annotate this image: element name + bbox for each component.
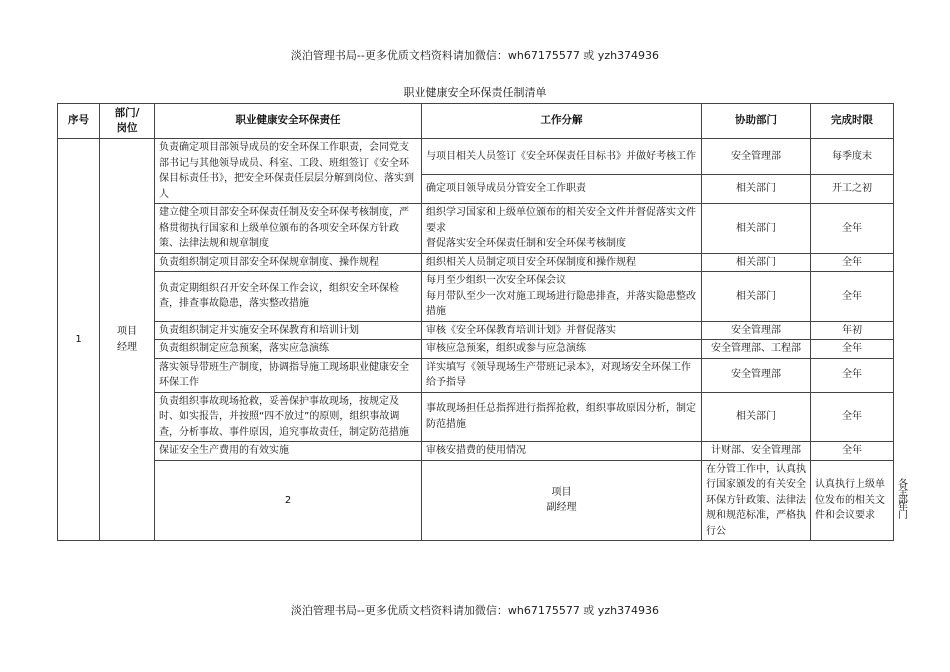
task-cell: 审核《安全环保教育培训计划》并督促落实: [422, 321, 702, 340]
table-row: [58, 442, 894, 461]
assist-cell: 安全管理部: [702, 139, 811, 175]
assist-cell: 安全管理部、工程部: [702, 340, 811, 359]
duty-cell: 落实领导带班生产制度，协调指导施工现场职业健康安全环保工作: [155, 358, 422, 392]
deadline-cell: 全年: [811, 204, 894, 254]
duty-cell: 负责组织制定并实施安全环保教育和培训计划: [155, 321, 422, 340]
task-cell: 审核应急预案，组织或参与应急演练: [422, 340, 702, 359]
column-header-assist: 协助部门: [702, 104, 811, 139]
duty-cell: 负责组织制定应急预案，落实应急演练: [155, 340, 422, 359]
table-row: [58, 204, 894, 254]
deadline-cell: 全年: [811, 340, 894, 359]
duty-cell: 负责组织制定项目部安全环保规章制度、操作规程: [155, 253, 422, 272]
page-footer-text: 淡泊管理书局--更多优质文档资料请加微信：wh67175577 或 yzh374936: [290, 604, 660, 617]
document-title: 职业健康安全环保责任制清单: [403, 86, 547, 99]
column-header-dept: 部门/ 岗位: [100, 104, 155, 139]
deadline-cell: 全年: [811, 392, 894, 442]
deadline-cell: 每季度末: [811, 139, 894, 175]
duty-cell: 在分管工作中，认真执行国家颁发的有关安全环保方针政策、法律法规和规范标准，严格执行公: [702, 460, 811, 541]
assist-cell: 相关部门: [702, 392, 811, 442]
assist-cell: 相关部门: [702, 253, 811, 272]
row-department: 项目 副经理: [422, 460, 702, 541]
duty-cell: 保证安全生产费用的有效实施: [155, 442, 422, 461]
row-number: 1: [58, 139, 100, 541]
assist-cell: 计财部、安全管理部: [702, 442, 811, 461]
assist-cell: 安全管理部: [702, 321, 811, 340]
deadline-cell: 年初: [811, 321, 894, 340]
task-cell: 组织学习国家和上级单位颁布的相关安全文件并督促落实文件要求 督促落实安全环保责任制和安全环保考核制度: [422, 204, 702, 254]
table-row: [58, 272, 894, 322]
task-cell: 组织相关人员制定项目安全环保制度和操作规程: [422, 253, 702, 272]
row-number: 2: [155, 460, 422, 541]
task-cell: 事故现场担任总指挥进行指挥抢救，组织事故原因分析，制定防范措施: [422, 392, 702, 442]
table-row: [58, 139, 894, 175]
deadline-cell: 全年: [811, 442, 894, 461]
task-cell: 与项目相关人员签订《安全环保责任目标书》并做好考核工作: [422, 139, 702, 175]
table-row: [58, 340, 894, 359]
assist-cell: 相关部门: [702, 272, 811, 322]
table-row: [58, 321, 894, 340]
table-row: 2 项目 副经理 在分管工作中，认真执行国家颁发的有关安全环保方针政策、法律法规和规范标准，严格执行公 认真执行上级单位发布的相关文件和会议要求 各部门 全年: [58, 460, 894, 541]
column-header-task: 工作分解: [422, 104, 702, 139]
deadline-cell: 全年: [811, 358, 894, 392]
duty-cell: 负责确定项目部领导成员的安全环保工作职责，会同党支部书记与其他领导成员、科室、工段、班组签订《安全环保目标责任书》，把安全环保责任层层分解到岗位、落实到人: [155, 139, 422, 204]
assist-cell: 相关部门: [702, 174, 811, 203]
deadline-cell: 全年: [811, 272, 894, 322]
task-cell: 审核安措费的使用情况: [422, 442, 702, 461]
assist-cell: 安全管理部: [702, 358, 811, 392]
duty-cell: 建立健全项目部安全环保责任制及安全环保考核制度，严格贯彻执行国家和上级单位颁布的各项安全环保方针政策、法律法规和规章制度: [155, 204, 422, 254]
table-row: [58, 358, 894, 392]
row-department: 项目 经理: [100, 139, 155, 541]
column-header-duty: 职业健康安全环保责任: [155, 104, 422, 139]
table-header-row: [58, 104, 894, 139]
column-header-deadline: 完成时限: [811, 104, 894, 139]
assist-cell: 相关部门: [702, 204, 811, 254]
deadline-cell: 开工之初: [811, 174, 894, 203]
deadline-cell: 全年: [811, 253, 894, 272]
task-cell: 详实填写《领导现场生产带班记录本》，对现场安全环保工作给予指导: [422, 358, 702, 392]
task-cell: 确定项目领导成员分管安全工作职责: [422, 174, 702, 203]
responsibility-table: [57, 103, 908, 541]
duty-cell: 负责组织事故现场抢救，妥善保护事故现场，按规定及时、如实报告，并按照“四不放过”的原则，组织事故调查，分析事故、事件原因，追究事故责任，制定防范措施: [155, 392, 422, 442]
column-header-no: 序号: [58, 104, 100, 139]
task-cell: 认真执行上级单位发布的相关文件和会议要求: [811, 460, 894, 541]
table-row: [58, 253, 894, 272]
page-header-text: 淡泊管理书局--更多优质文档资料请加微信：wh67175577 或 yzh374936: [290, 49, 660, 62]
task-cell: 每月至少组织一次安全环保会议 每月带队至少一次对施工现场进行隐患排查，并落实隐患整改措施: [422, 272, 702, 322]
table-row: [58, 392, 894, 442]
duty-cell: 负责定期组织召开安全环保工作会议，组织安全环保检查，排查事故隐患，落实整改措施: [155, 272, 422, 322]
